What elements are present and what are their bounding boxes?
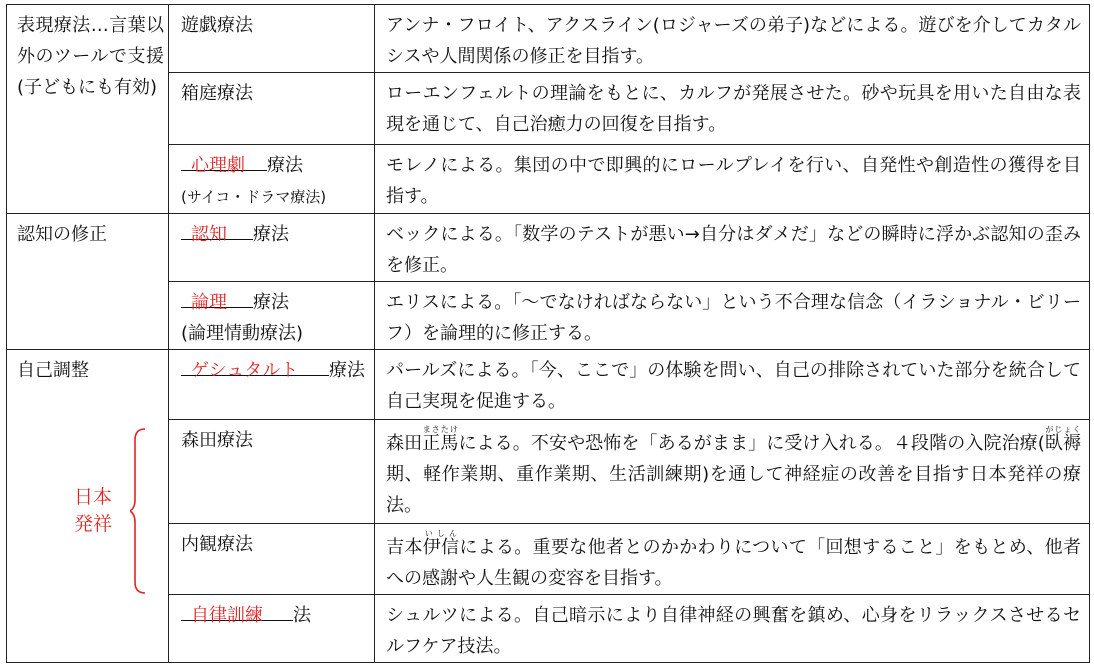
description-cell (375, 5, 1090, 73)
description: モレノによる。集団の中で即興的にロールプレイを行い、自発性や創造性の獲得を目指す。 (386, 155, 1081, 207)
ruby-term (1044, 425, 1082, 454)
table-row (7, 420, 1090, 524)
desc-text: 森田 (386, 433, 423, 454)
method-suffix: 療法 (253, 224, 289, 245)
table-row (7, 524, 1090, 595)
description: エリスによる。「～でなければならない」という不合理な信念（イラショナル・ビリーフ）を論理的に修正する。 (386, 292, 1081, 344)
ruby-reading: まさたけ (422, 425, 459, 434)
group-label: 表現療法…言葉以外のツールで支援(子どもにも有効) (17, 15, 164, 98)
table-row (7, 282, 1090, 350)
method-suffix: 法 (293, 605, 311, 626)
table-row (7, 350, 1090, 420)
ruby-reading: がじょく (1044, 425, 1082, 434)
method-suffix: 療法 (267, 155, 303, 176)
answer-blank (181, 287, 253, 313)
description (386, 425, 1081, 521)
description (386, 529, 1081, 594)
method-suffix: 療法 (253, 292, 289, 313)
group-label: 認知の修正 (17, 224, 107, 245)
method-cell (169, 420, 375, 524)
desc-text: 期、軽作業期、重作業期、生活訓練期)を通して神経症の改善を目指す日本発祥の療法。 (386, 464, 1081, 516)
method-cell (169, 282, 375, 350)
therapy-table (6, 4, 1090, 663)
group-expressive (7, 5, 169, 214)
ruby-name (422, 529, 460, 558)
table-row (7, 214, 1090, 282)
table-row (7, 145, 1090, 214)
table-row (7, 5, 1090, 73)
description-cell (375, 524, 1090, 595)
answer-blank (181, 150, 267, 176)
desc-text: 吉本 (386, 537, 423, 558)
description-cell (375, 595, 1090, 663)
answer-text: 自律訓練 (191, 605, 263, 626)
method-note: (サイコ・ドラマ療法) (181, 188, 327, 206)
method-cell (169, 73, 375, 145)
answer-blank (181, 355, 329, 381)
description: ベックによる。「数学のテストが悪い→自分はダメだ」などの瞬時に浮かぶ認知の歪みを修正。 (386, 224, 1081, 276)
description-cell (375, 350, 1090, 420)
method-cell (169, 595, 375, 663)
side-label: 日本発祥 (73, 486, 112, 535)
method-cell (169, 5, 375, 73)
ruby-reading: いしん (422, 529, 459, 538)
description-cell (375, 282, 1090, 350)
curly-brace-icon (130, 428, 146, 594)
method-cell (169, 350, 375, 420)
desc-text: による。不安や恐怖を「あるがまま」に受け入れる。４段階の入院治療( (458, 433, 1045, 454)
description-cell (375, 145, 1090, 214)
method-name: 遊戯療法 (181, 15, 253, 36)
method-name: 内観療法 (181, 534, 253, 555)
method-name: 森田療法 (181, 430, 253, 451)
method-name: 箱庭療法 (181, 83, 253, 104)
ruby-base: 正馬 (422, 433, 459, 454)
method-line (181, 355, 366, 386)
ruby-name (422, 425, 459, 454)
description-cell (375, 214, 1090, 282)
answer-blank (181, 600, 293, 626)
description: シュルツによる。自己暗示により自律神経の興奮を鎮め、心身をリラックスさせるセルフケア技法。 (386, 605, 1081, 657)
method-cell (169, 524, 375, 595)
description: パールズによる。「今、ここで」の体験を問い、自己の排除されていた部分を統合して自己実現を促進する。 (386, 360, 1081, 412)
method-cell (169, 214, 375, 282)
answer-text: 認知 (191, 224, 227, 245)
description-cell (375, 73, 1090, 145)
method-note: (論理情動療法) (181, 323, 304, 344)
method-suffix: 療法 (329, 360, 365, 381)
desc-text: による。重要な他者とのかかわりについて「回想すること」をもとめ、他者への感謝や人生観の変容を目指す。 (386, 537, 1082, 589)
method-cell (169, 145, 375, 214)
table-row (7, 73, 1090, 145)
answer-text: 心理劇 (191, 155, 245, 176)
description-cell (375, 420, 1090, 524)
description: アンナ・フロイト、アクスライン(ロジャーズの弟子)などによる。遊びを介してカタルシスや人間関係の修正を目指す。 (386, 15, 1081, 67)
ruby-base: 臥褥 (1044, 433, 1082, 454)
answer-blank (181, 219, 253, 245)
answer-text: ゲシュタルト (191, 360, 299, 381)
description: ローエンフェルトの理論をもとに、カルフが発展させた。砂や玩具を用いた自由な表現を通じて、自己治癒力の回復を目指す。 (386, 83, 1081, 135)
group-cognitive (7, 214, 169, 350)
table-row (7, 595, 1090, 663)
answer-text: 論理 (191, 292, 227, 313)
ruby-base: 伊信 (422, 537, 460, 558)
group-label: 自己調整 (17, 360, 89, 381)
